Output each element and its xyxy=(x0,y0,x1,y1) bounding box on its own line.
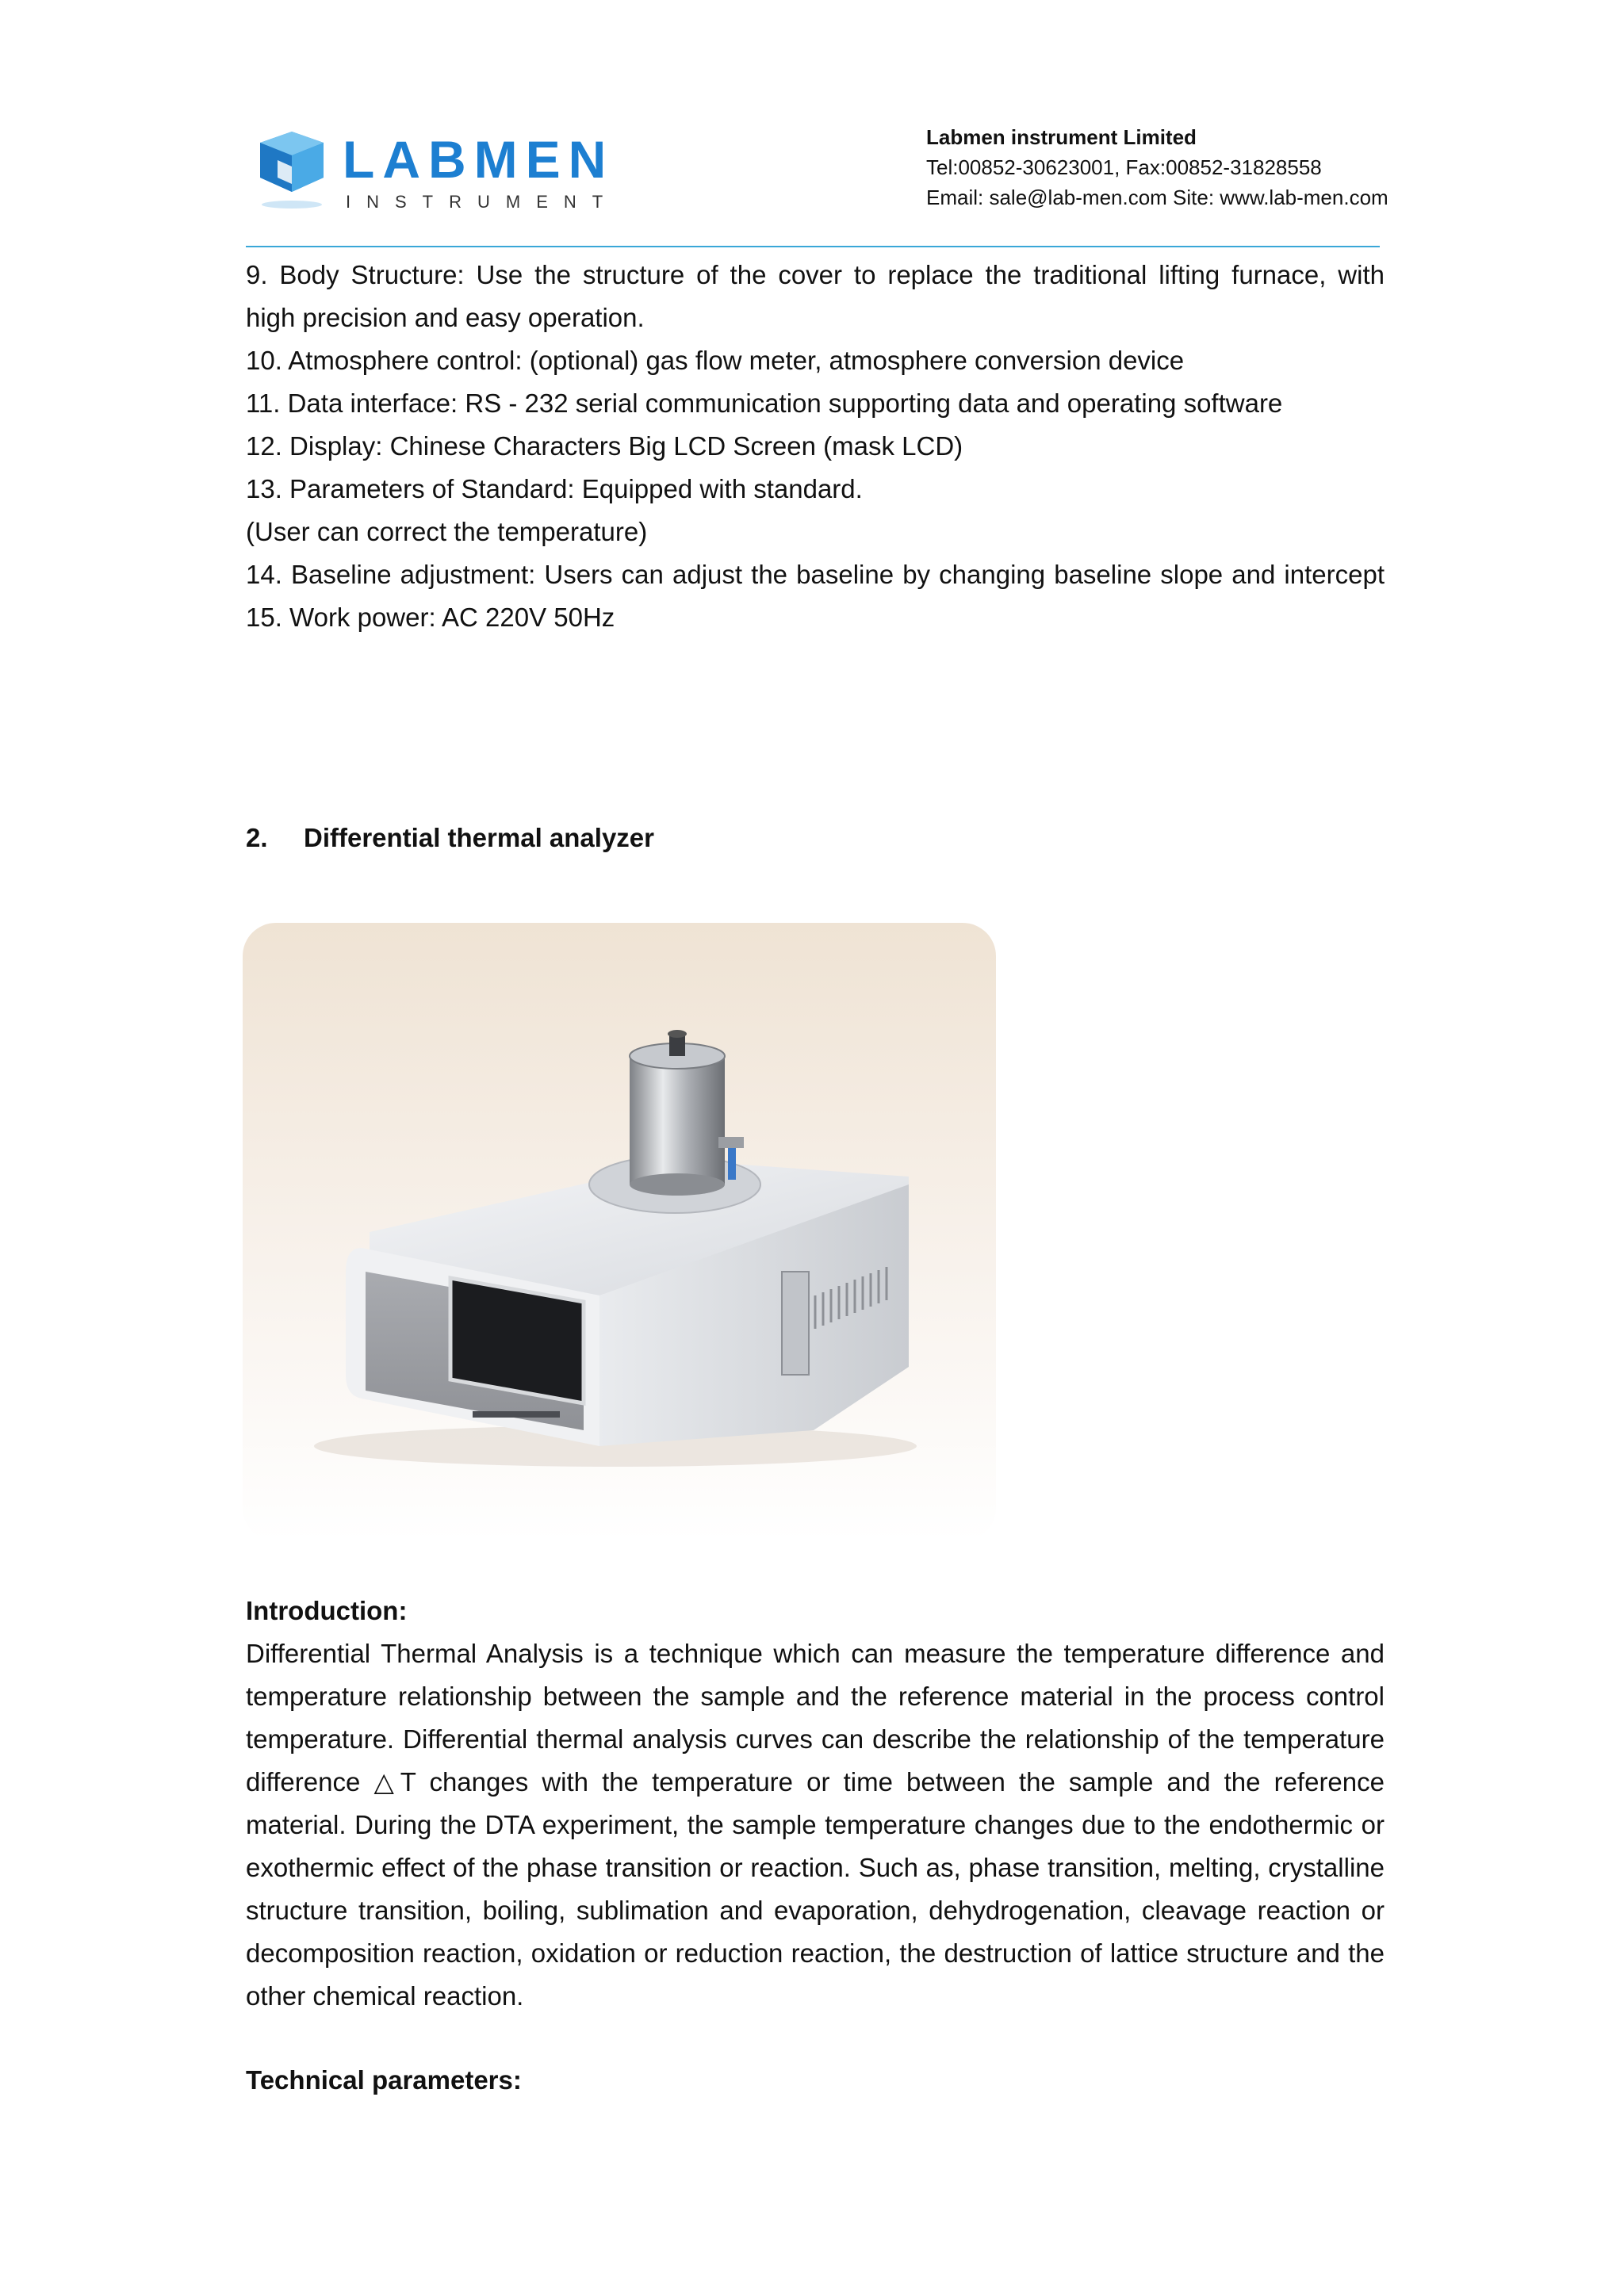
header-divider xyxy=(246,246,1380,247)
technical-parameters-heading: Technical parameters: xyxy=(246,2065,522,2095)
section-title: Differential thermal analyzer xyxy=(304,823,654,852)
spec-line: (User can correct the temperature) xyxy=(246,517,648,546)
company-web: Email: sale@lab-men.com Site: www.lab-men.com xyxy=(926,186,1388,209)
company-name: Labmen instrument Limited xyxy=(926,125,1197,149)
introduction-heading: Introduction: xyxy=(246,1596,408,1625)
spec-line: 9. Body Structure: Use the structure of the cover to replace the traditional lifting furnace, with xyxy=(246,260,1385,289)
spec-line: 10. Atmosphere control: (optional) gas flow meter, atmosphere conversion device xyxy=(246,346,1185,375)
spec-line: 14. Baseline adjustment: Users can adjust the baseline by changing baseline slope and intercept xyxy=(246,560,1385,589)
section-heading xyxy=(246,817,654,859)
spec-line: 15. Work power: AC 220V 50Hz xyxy=(246,603,615,632)
introduction-text: Differential Thermal Analysis is a technique which can measure the temperature difference and temperature relationship between the sample and the reference material in the process control temperature. Differential thermal analysis curves can describe the relationship of the temperature difference △T changes with the temperature or time between the sample and the reference material. During the DTA experiment, the sample temperature changes due to the endothermic or exothermic effect of the phase transition or reaction. Such as, phase transition, melting, crystalline structure transition, boiling, sublimation and evaporation, dehydrogenation, cleavage reaction or decomposition reaction, oxidation or reduction reaction, the destruction of lattice structure and the other chemical reaction. xyxy=(246,1639,1385,2011)
spec-list xyxy=(246,254,1385,639)
logo-wordmark: LABMEN xyxy=(343,130,615,189)
logo-subtext: INSTRUMENT xyxy=(346,192,619,212)
company-phone: Tel:00852-30623001, Fax:00852-31828558 xyxy=(926,155,1322,179)
spec-line: high precision and easy operation. xyxy=(246,303,645,332)
spec-line: 13. Parameters of Standard: Equipped with standard. xyxy=(246,474,863,503)
spec-line: 11. Data interface: RS - 232 serial communication supporting data and operating software xyxy=(246,388,1283,418)
spec-line: 12. Display: Chinese Characters Big LCD Screen (mask LCD) xyxy=(246,431,963,461)
labmen-logo xyxy=(254,125,619,220)
company-info xyxy=(926,122,1608,212)
cube-icon xyxy=(260,132,324,209)
product-photo xyxy=(243,923,996,1541)
section-number: 2. xyxy=(246,823,268,852)
